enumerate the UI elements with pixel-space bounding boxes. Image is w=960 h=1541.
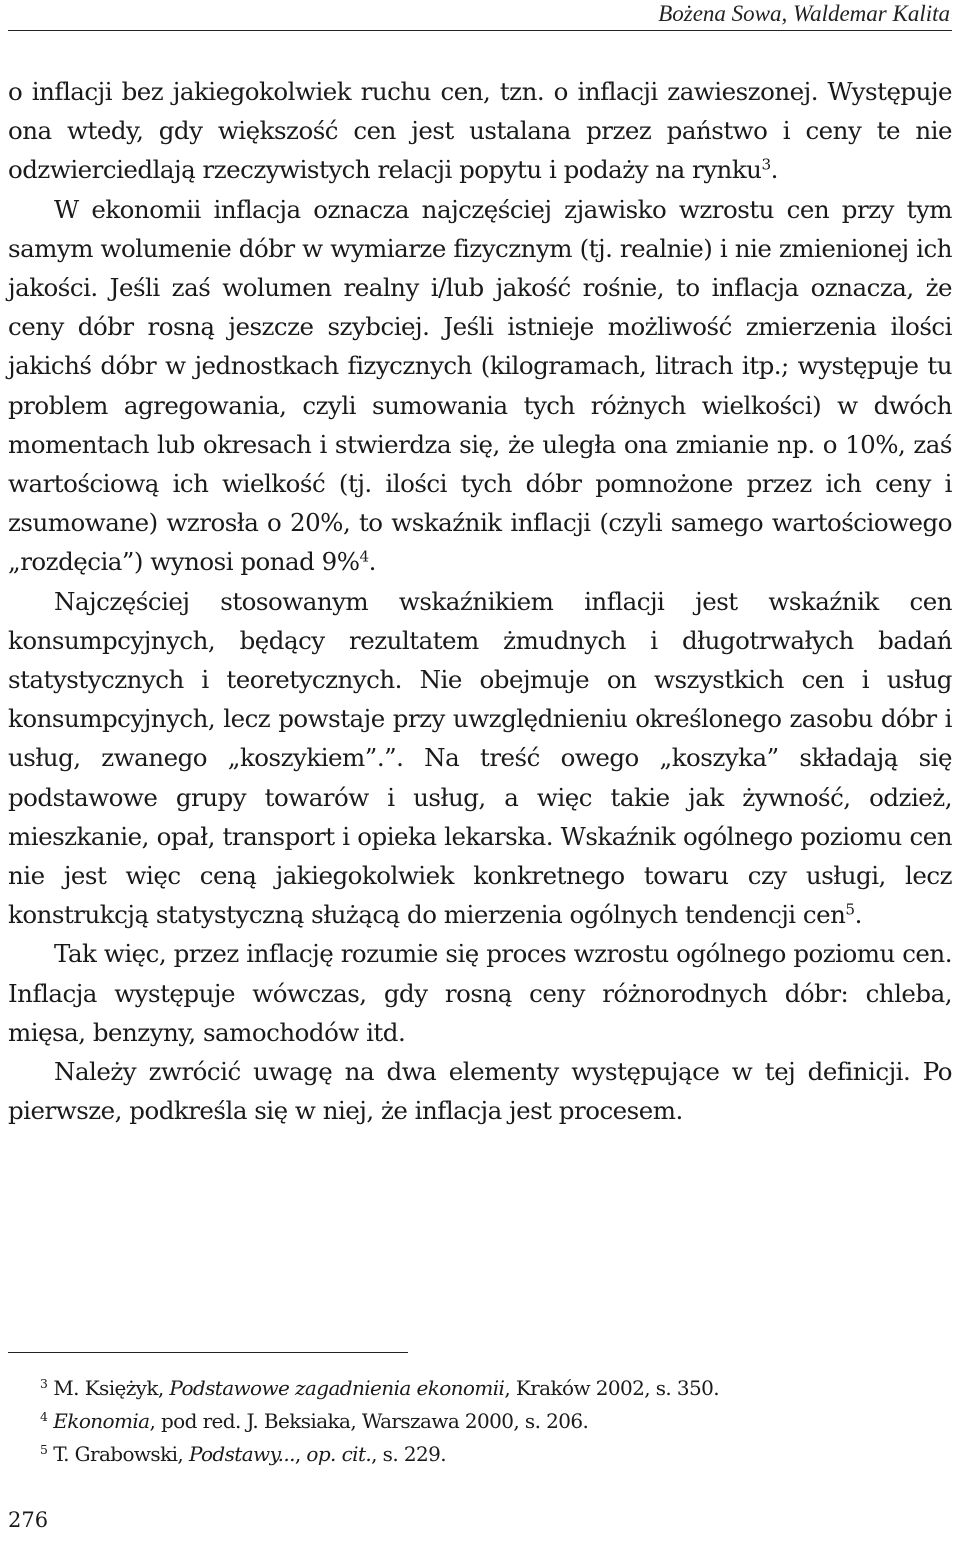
citation-text: , [294, 1442, 307, 1466]
text-run: o inflacji bez jakiegokolwiek ruchu cen, tzn. o inflacji zawieszonej. Występuje ona wtedy, gdy większość cen jest ustalana przez państwo i ceny te nie odzwierciedlają rzeczywistych relacji popytu i podaży na rynku [8, 77, 952, 185]
text-run: Należy zwrócić uwagę na dwa elementy występujące w tej definicji. Po pierwsze, podkreśla się w niej, że inflacja jest procesem. [8, 1057, 952, 1126]
footnote-ref: 5 [845, 900, 855, 919]
page-number: 276 [8, 1508, 49, 1532]
footnote [40, 1405, 920, 1438]
footnote-ref: 3 [761, 156, 771, 175]
main-text [8, 72, 952, 1130]
citation-text: , s. 229. [371, 1442, 446, 1466]
citation-text: T. Grabowski, [53, 1442, 189, 1466]
citation-title: Podstawowe zagadnienia ekonomii [169, 1376, 505, 1400]
citation-title: Ekonomia [53, 1409, 150, 1433]
text-run: . [770, 155, 778, 185]
footnote-ref: 4 [359, 548, 369, 567]
citation-text: , Kraków 2002, s. 350. [504, 1376, 720, 1400]
footnote-number: 4 [40, 1409, 48, 1425]
citation-title: op. cit. [306, 1442, 372, 1466]
footnote-separator [8, 1352, 408, 1353]
paragraph [8, 190, 952, 582]
footnote [40, 1372, 920, 1405]
text-run: W ekonomii inflacja oznacza najczęściej zjawisko wzrostu cen przy tym samym wolumenie dóbr w wymiarze fizycznym (tj. realnie) i nie zmienionej ich jakości. Jeśli zaś wolumen realny i/lub jakość rośnie, to inflacja oznacza, że ceny dóbr rosną jeszcze szybciej. Jeśli istnieje możliwość zmierzenia ilości jakichś dóbr w jednostkach fizycznych (kilogramach, litrach itp.; występuje tu problem agregowania, czyli sumowania tych różnych wielkości) w dwóch momentach lub okresach i stwierdza się, że uległa ona zmianie np. o 10%, zaś wartościową ich wielkość (tj. ilości tych dóbr pomnożone przez ich ceny i zsumowane) wzrosła o 20%, to wskaźnik inflacji (czyli samego wartościowego „rozdęcia”) wynosi ponad 9% [8, 194, 952, 577]
paragraph [8, 934, 952, 1052]
footnotes [40, 1372, 920, 1471]
citation-title: Podstawy... [188, 1442, 295, 1466]
citation-text: M. Księżyk, [53, 1376, 170, 1400]
text-run: Tak więc, przez inflację rozumie się proces wzrostu ogólnego poziomu cen. Inflacja występuje wówczas, gdy rosną ceny różnorodnych dóbr: chleba, mięsa, benzyny, samochodów itd. [8, 939, 952, 1047]
paragraph [8, 1052, 952, 1130]
text-run: Najczęściej stosowanym wskaźnikiem inflacji jest wskaźnik cen konsumpcyjnych, będący rezultatem żmudnych i długotrwałych badań statystycznych i teoretycznych. Nie obejmuje on wszystkich cen i usług konsumpcyjnych, lecz powstaje przy uwzględnieniu określonego zasobu dóbr i usług, zwanego „koszykiem”.”. Na treść owego „koszyka” składają się podstawowe grupy towarów i usług, a więc takie jak żywność, odzież, mieszkanie, opał, transport i opieka lekarska. Wskaźnik ogólnego poziomu cen nie jest więc ceną jakiegokolwiek konkretnego towaru czy usługi, lecz konstrukcją statystyczną służącą do mierzenia ogólnych tendencji cen [8, 586, 952, 930]
text-run: . [854, 900, 862, 930]
header-authors: Bożena Sowa, Waldemar Kalita [658, 1, 950, 26]
paragraph [8, 72, 952, 190]
text-run: . [368, 547, 376, 577]
footnote [40, 1438, 920, 1471]
footnote-number: 5 [40, 1442, 48, 1458]
citation-text: , pod red. J. Beksiaka, Warszawa 2000, s. 206. [149, 1409, 589, 1433]
paragraph [8, 582, 952, 935]
running-header [8, 0, 952, 31]
footnote-number: 3 [40, 1376, 48, 1392]
